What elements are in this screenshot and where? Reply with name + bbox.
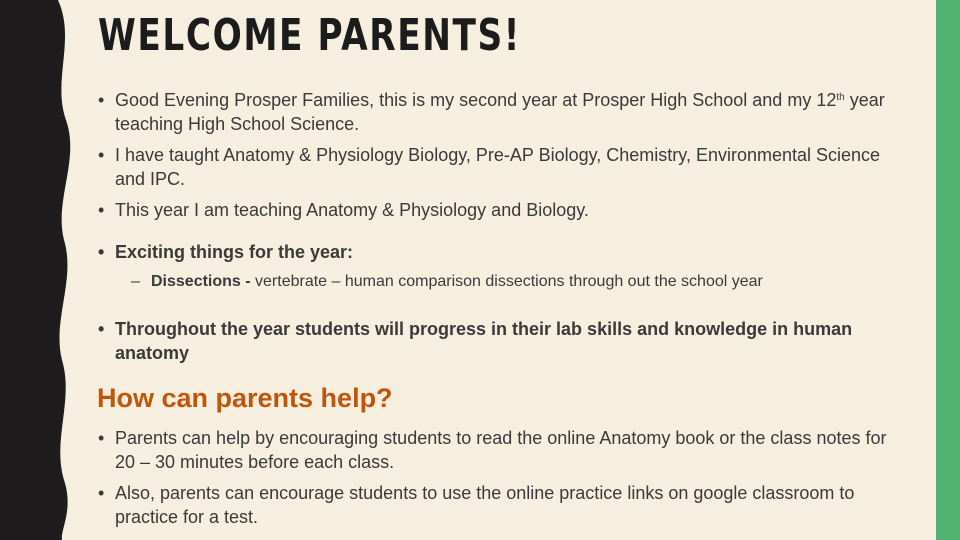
bullet-marker: • <box>98 483 105 503</box>
page-title: WELCOME PARENTS! <box>98 10 521 61</box>
bullet-marker: • <box>98 319 105 339</box>
list-item <box>96 317 896 365</box>
list-item <box>96 198 896 222</box>
dash-marker: – <box>131 273 140 290</box>
superscript: th <box>836 92 845 103</box>
bullet-text: Exciting things for the year: <box>115 242 354 262</box>
bullet-text: Parents can help by encouraging students to read the online Anatomy book or the class notes for 20 – 30 minutes before each class. <box>115 428 887 472</box>
sub-bullet-bold: Dissections - <box>151 273 256 290</box>
right-accent-bar <box>936 0 960 540</box>
bullet-text-end: year teaching High School Science. <box>115 90 885 134</box>
bullet-text: This year I am teaching Anatomy & Physiology and Biology. <box>115 200 589 220</box>
help-bullets <box>96 426 896 529</box>
bullet-text: Also, parents can encourage students to use the online practice links on google classroom to practice for a test. <box>115 483 855 527</box>
bullet-marker: • <box>98 145 105 165</box>
list-item <box>96 88 896 136</box>
bullet-marker: • <box>98 90 105 110</box>
sub-bullet-text: vertebrate – human comparison dissections through out the school year <box>255 273 763 290</box>
bullet-marker: • <box>98 242 105 262</box>
left-edge-decoration <box>0 0 80 540</box>
bullet-text: Throughout the year students will progress in their lab skills and knowledge in human anatomy <box>115 319 853 363</box>
sub-list-item <box>96 272 896 292</box>
wavy-edge-shape <box>0 0 70 540</box>
list-item <box>96 481 896 529</box>
bullet-marker: • <box>98 200 105 220</box>
bullet-text: I have taught Anatomy & Physiology Biology, Pre-AP Biology, Chemistry, Environmental Science and IPC. <box>115 145 881 189</box>
bullet-text: Good Evening Prosper Families, this is my second year at Prosper High School and my 12 <box>115 90 837 110</box>
list-item <box>96 143 896 191</box>
list-item <box>96 426 896 474</box>
intro-bullets <box>96 88 896 365</box>
help-heading: How can parents help? <box>97 383 393 413</box>
bullet-marker: • <box>98 428 105 448</box>
list-item <box>96 240 896 264</box>
